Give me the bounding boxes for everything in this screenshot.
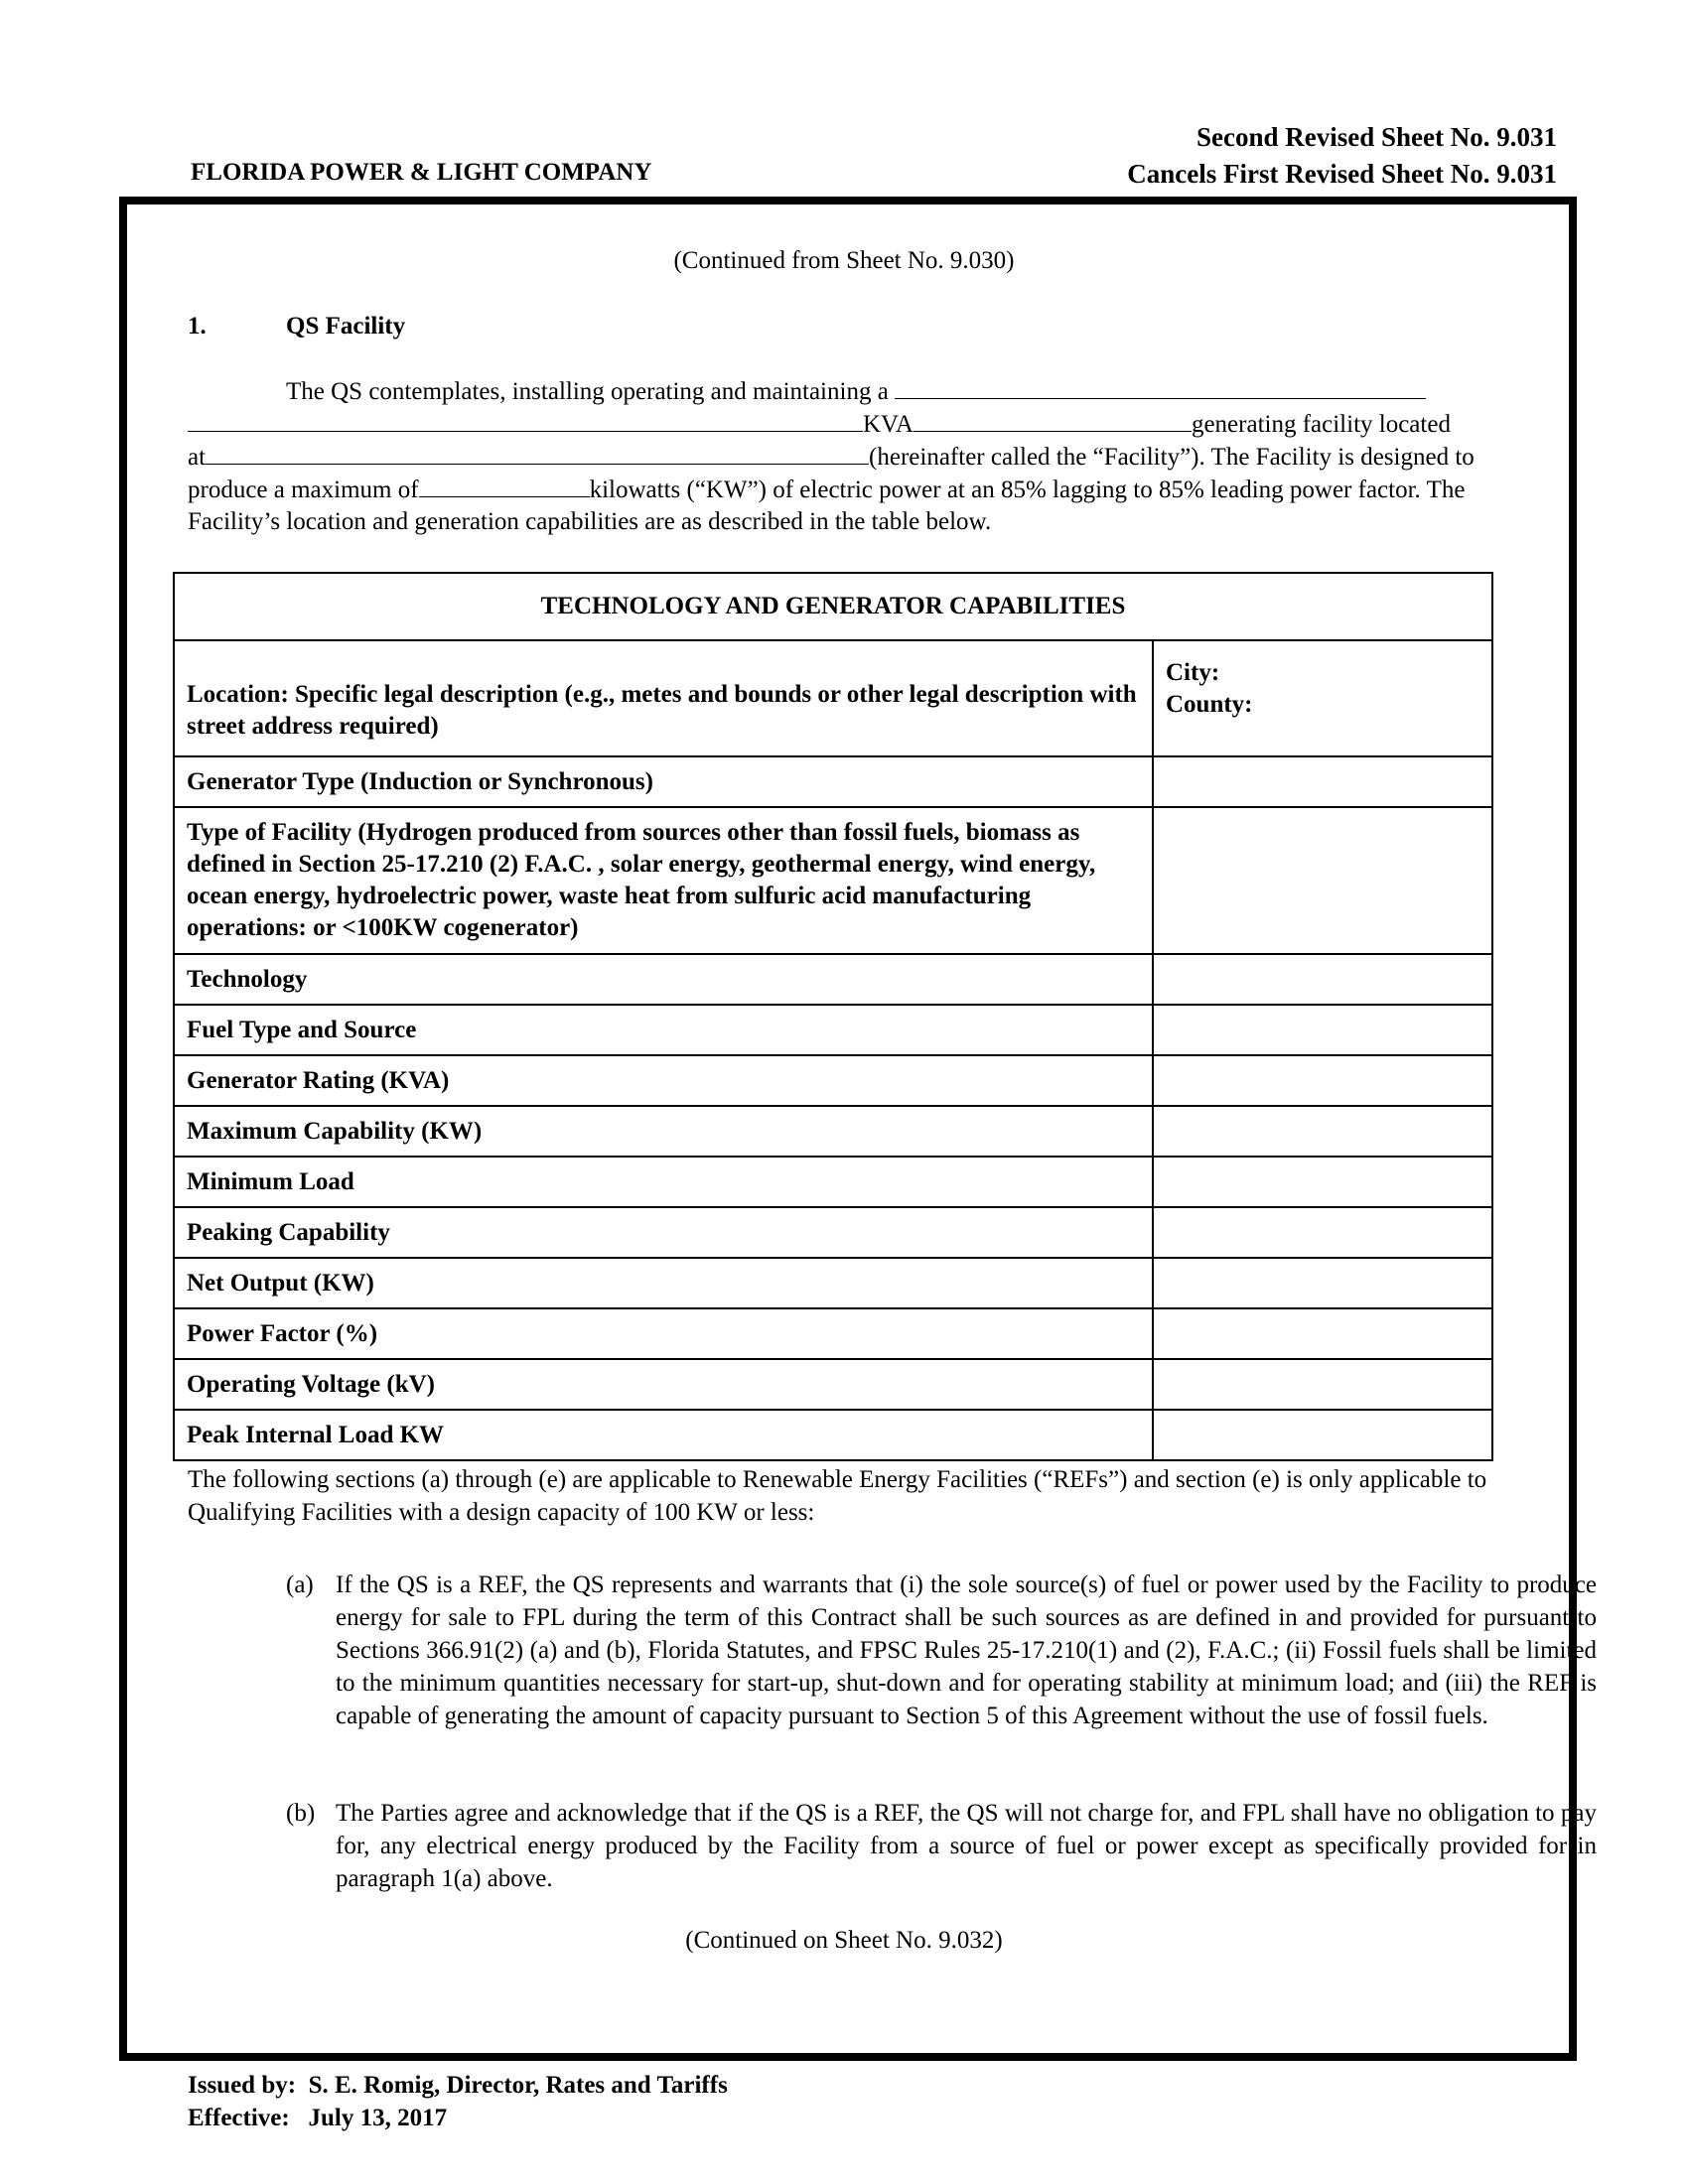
effective-value: July 13, 2017	[308, 2105, 448, 2131]
generating-blank[interactable]	[914, 407, 1192, 432]
continued-on: (Continued on Sheet No. 9.032)	[685, 1927, 1003, 1954]
table-row	[174, 1055, 1492, 1106]
city-label: City:	[1166, 659, 1220, 686]
effective-line	[188, 2102, 447, 2134]
row-label-generator-rating: Generator Rating (KVA)	[174, 1055, 1153, 1106]
at-label: at	[188, 444, 207, 471]
kva-blank[interactable]	[188, 407, 863, 432]
row-value-max-capability[interactable]	[1153, 1106, 1492, 1157]
company-name: FLORIDA POWER & LIGHT COMPANY	[191, 159, 652, 186]
list-item-b-label: (b)	[286, 1800, 316, 1827]
applicability-paragraph: The following sections (a) through (e) are applicable to Renewable Energy Facilities (“REFs”) and section (e) is only applicable to Qualifying Facilities with a design capacity of 100 KW or less:	[188, 1466, 1487, 1526]
row-value-facility-type[interactable]	[1153, 807, 1492, 954]
row-value-minimum-load[interactable]	[1153, 1157, 1492, 1207]
list-item-b-text: The Parties agree and acknowledge that if the QS is a REF, the QS will not charge for, and FPL shall have no obligation to pay for, any electrical energy produced by the Facility from a source of fuel or power except as specifically provided for in paragraph 1(a) above.	[336, 1800, 1597, 1892]
intro-line-1	[286, 374, 1426, 408]
table-row	[174, 807, 1492, 954]
list-item-a	[286, 1569, 1597, 1732]
generating-label: generating facility located	[1191, 411, 1451, 438]
row-value-peaking-capability[interactable]	[1153, 1207, 1492, 1258]
table-row	[174, 1005, 1492, 1055]
row-value-generator-rating[interactable]	[1153, 1055, 1492, 1106]
county-label: County:	[1166, 691, 1253, 718]
row-value-fuel-type[interactable]	[1153, 1005, 1492, 1055]
intro-line-5: Facility’s location and generation capabilities are as described in the table below.	[188, 508, 992, 535]
section-title: QS Facility	[286, 313, 406, 340]
row-label-minimum-load: Minimum Load	[174, 1157, 1153, 1207]
issued-by-line	[188, 2069, 728, 2102]
location-value-cell[interactable]	[1153, 640, 1492, 756]
table-row	[174, 1207, 1492, 1258]
sheet-line-1: Second Revised Sheet No. 9.031	[1196, 122, 1557, 152]
table-row	[174, 1410, 1492, 1460]
kva-label: KVA	[863, 411, 914, 438]
section-number: 1.	[188, 313, 207, 340]
table-row	[174, 1359, 1492, 1410]
row-value-peak-internal-load[interactable]	[1153, 1410, 1492, 1460]
produce-label: produce a maximum of	[188, 477, 419, 503]
table-row-location	[174, 640, 1492, 756]
location-blank[interactable]	[206, 440, 869, 465]
issued-by-label: Issued by:	[188, 2072, 297, 2099]
row-label-operating-voltage: Operating Voltage (kV)	[174, 1359, 1153, 1410]
table-row	[174, 1157, 1492, 1207]
kilowatts-text: kilowatts (“KW”) of electric power at an 85% lagging to 85% leading power factor. The	[589, 477, 1466, 503]
row-value-power-factor[interactable]	[1153, 1308, 1492, 1359]
list-item-a-label: (a)	[286, 1571, 314, 1598]
row-value-net-output[interactable]	[1153, 1258, 1492, 1308]
capabilities-table	[173, 572, 1493, 1461]
effective-label: Effective:	[188, 2105, 290, 2131]
facility-type-blank[interactable]	[895, 374, 1426, 399]
row-label-max-capability: Maximum Capability (KW)	[174, 1106, 1153, 1157]
table-row	[174, 756, 1492, 807]
row-label-fuel-type: Fuel Type and Source	[174, 1005, 1153, 1055]
max-kw-blank[interactable]	[419, 473, 590, 497]
table-row	[174, 1308, 1492, 1359]
table-title: TECHNOLOGY AND GENERATOR CAPABILITIES	[174, 573, 1492, 640]
row-value-technology[interactable]	[1153, 954, 1492, 1005]
table-row	[174, 1258, 1492, 1308]
list-item-b	[286, 1797, 1597, 1895]
table-row	[174, 954, 1492, 1005]
row-label-peaking-capability: Peaking Capability	[174, 1207, 1153, 1258]
row-value-generator-type[interactable]	[1153, 756, 1492, 807]
table-title-row	[174, 573, 1492, 640]
intro-line-2	[188, 407, 1451, 441]
row-label-peak-internal-load: Peak Internal Load KW	[174, 1410, 1153, 1460]
sheet-info	[1127, 119, 1557, 193]
table-row	[174, 1106, 1492, 1157]
continued-from: (Continued from Sheet No. 9.030)	[673, 247, 1015, 274]
row-label-facility-type: Type of Facility (Hydrogen produced from sources other than fossil fuels, biomass as defined in Section 25-17.210 (2) F.A.C. , solar energy, geothermal energy, wind energy, ocean energy, hydroelectric power, waste heat from sulfuric acid manufacturing operations: or <100KW cogenerator)	[174, 807, 1153, 954]
row-value-operating-voltage[interactable]	[1153, 1359, 1492, 1410]
intro-text-1: The QS contemplates, installing operating and maintaining a	[286, 378, 889, 405]
list-item-a-text: If the QS is a REF, the QS represents and warrants that (i) the sole source(s) of fuel or power used by the Facility to produce energy for sale to FPL during the term of this Contract shall be such sources as are defined in and provided for pursuant to Sections 366.91(2) (a) and (b), Florida Statutes, and FPSC Rules 25-17.210(1) and (2), F.A.C.; (ii) Fossil fuels shall be limited to the minimum quantities necessary for start-up, shut-down and for operating stability at minimum load; and (iii) the REF is capable of generating the amount of capacity pursuant to Section 5 of this Agreement without the use of fossil fuels.	[336, 1571, 1597, 1729]
issued-by-value: S. E. Romig, Director, Rates and Tariffs	[308, 2072, 728, 2099]
row-label-technology: Technology	[174, 954, 1153, 1005]
row-label-generator-type: Generator Type (Induction or Synchronous)	[174, 756, 1153, 807]
row-label-net-output: Net Output (KW)	[174, 1258, 1153, 1308]
hereinafter-text: (hereinafter called the “Facility”). The Facility is designed to	[869, 444, 1475, 471]
sheet-line-2: Cancels First Revised Sheet No. 9.031	[1127, 159, 1557, 189]
row-label-power-factor: Power Factor (%)	[174, 1308, 1153, 1359]
intro-line-4	[188, 473, 1465, 506]
intro-line-3	[188, 440, 1475, 474]
location-label: Location: Specific legal description (e.g., metes and bounds or other legal description with street address required)	[174, 640, 1153, 756]
